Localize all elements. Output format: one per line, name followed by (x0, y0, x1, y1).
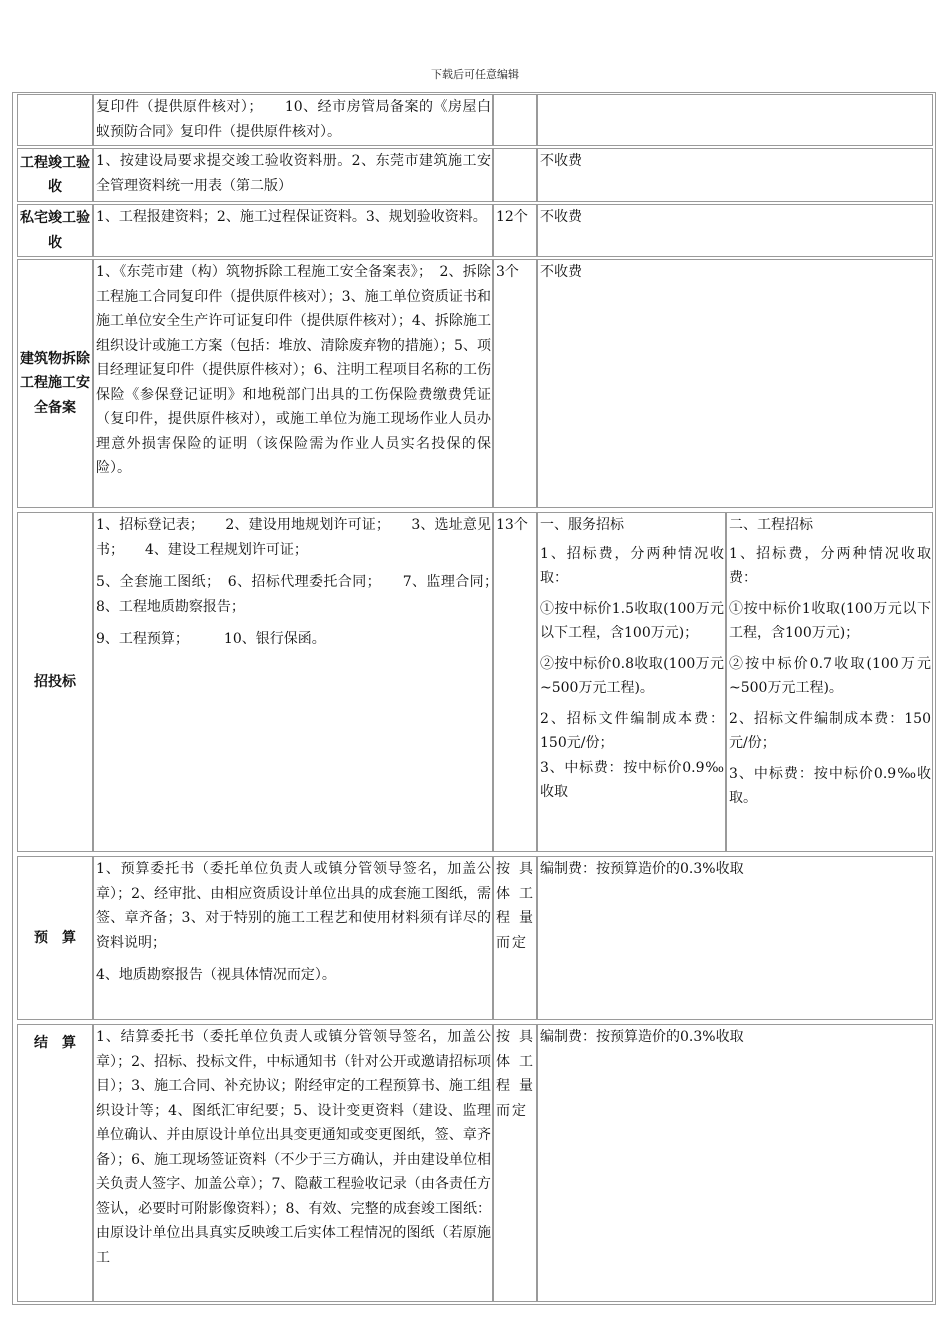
row-0-materials (93, 94, 493, 146)
fee-project-item-4: 2、招标文件编制成本费：150元/份； (729, 710, 931, 751)
row-4-fee-project (726, 512, 933, 852)
fee-project-item-3: ②按中标价0.7收取(100万元~500万元工程)。 (729, 655, 931, 696)
row-2-time-text: 12个 (496, 209, 528, 225)
fee-service-item-4: 2、招标文件编制成本费：150元/份； (540, 710, 724, 751)
row-6-materials-text: 1、结算委托书（委托单位负责人或镇分管领导签名，加盖公章）；2、招标、投标文件，中标通知书（针对公开或邀请招标项目）；3、施工合同、补充协议；附经审定的工程预算书、施工组织设计等；4、图纸汇审纪要；5、设计变更资料（建设、监理单位确认、并由原设计单位出具变更通知或变更图纸，签、章齐备）；6、施工现场签证资料（不少于三方确认，并由建设单位相关负责人签字、加盖公章）；7、隐蔽工程验收记录（由各责任方签认，必要时可附影像资料）；8、有效、完整的成套竣工图纸：由原设计单位出具真实反映竣工后实体工程情况的图纸（若原施工 (96, 1029, 491, 1266)
row-3-fee-text: 不收费 (540, 264, 582, 280)
fee-project-item-5: 3、中标费：按中标价0.9‰收取。 (729, 765, 931, 806)
row-0-name (17, 94, 93, 146)
row-2-time (493, 204, 537, 257)
row-3-fee (537, 259, 933, 508)
row-6-name-text: 结 算 (34, 1035, 76, 1051)
row-5-fee-text: 编制费：按预算造价的0.3%收取 (540, 861, 744, 877)
row-1-name (17, 148, 93, 202)
page-header: 下载后可任意编辑 (431, 68, 519, 81)
row-5-name-text: 预 算 (34, 929, 76, 946)
row-5-materials (93, 856, 493, 1020)
row-5-materials-line-2: 4、地质勘察报告（视具体情况而定）。 (96, 967, 336, 983)
row-1-time (493, 148, 537, 202)
row-6-fee (537, 1024, 933, 1302)
fee-project-item-1: 1、招标费，分两种情况收取费： (729, 545, 931, 586)
row-4-time (493, 512, 537, 852)
fee-service-item-1: 1、招标费，分两种情况收取： (540, 545, 724, 586)
row-3-time (493, 259, 537, 508)
row-2-fee-text: 不收费 (540, 209, 582, 225)
row-2-materials-text: 1、工程报建资料；2、施工过程保证资料。3、规划验收资料。 (96, 209, 487, 225)
fee-service-item-5: 3、中标费：按中标价0.9‰收取 (540, 759, 724, 800)
fee-service-title: 一、服务招标 (540, 517, 624, 533)
fee-project-item-2: ①按中标价1收取(100万元以下工程，含100万元)； (729, 600, 931, 641)
row-5-name (17, 856, 93, 1020)
row-3-name (17, 259, 93, 508)
row-4-name (17, 512, 93, 852)
row-2-name-text: 私宅竣工验收 (20, 210, 90, 251)
fee-project-title: 二、工程招标 (729, 517, 813, 533)
row-2-fee (537, 204, 933, 257)
row-2-name (17, 204, 93, 257)
row-0-time (493, 94, 537, 146)
row-3-materials (93, 259, 493, 508)
row-2-materials (93, 204, 493, 257)
row-4-name-text: 招投标 (34, 673, 76, 690)
row-6-materials (93, 1024, 493, 1302)
row-5-time-text: 按具体工程量而定 (496, 861, 535, 951)
row-0-materials-text: 复印件（提供原件核对）； 10、经市房管局备案的《房屋白蚁预防合同》复印件（提供原件核对）。 (96, 99, 491, 140)
row-6-fee-text: 编制费：按预算造价的0.3%收取 (540, 1029, 744, 1045)
row-0-fee (537, 94, 933, 146)
row-1-materials (93, 148, 493, 202)
row-6-time-text: 按具体工程量而定 (496, 1029, 535, 1119)
row-6-time (493, 1024, 537, 1302)
row-6-name (17, 1024, 93, 1302)
row-4-materials-line-1: 1、招标登记表； 2、建设用地规划许可证； 3、选址意见书； 4、建设工程规划许可证； (96, 517, 491, 558)
row-5-fee (537, 856, 933, 1020)
row-4-fee-service (537, 512, 726, 852)
row-5-time (493, 856, 537, 1020)
fee-service-item-2: ①按中标价1.5收取(100万元以下工程，含100万元)； (540, 600, 724, 641)
row-1-fee-text: 不收费 (540, 153, 582, 169)
row-4-materials-line-3: 9、工程预算； 10、银行保函。 (96, 631, 326, 647)
row-4-materials-line-2: 5、全套施工图纸； 6、招标代理委托合同； 7、监理合同； 8、工程地质勘察报告； (96, 574, 519, 615)
row-5-materials-line-1: 1、预算委托书（委托单位负责人或镇分管领导签名，加盖公章）；2、经审批、由相应资质设计单位出具的成套施工图纸，需签、章齐备；3、对于特别的施工工程艺和使用材料须有详尽的资料说明； (96, 861, 491, 951)
row-3-materials-text: 1、《东莞市建（构）筑物拆除工程施工安全备案表》； 2、拆除工程施工合同复印件（提供原件核对）；3、施工单位资质证书和施工单位安全生产许可证复印件（提供原件核对）；4、拆除施工组织设计或施工方案（包括：堆放、清除废弃物的措施）；5、项目经理证复印件（提供原件核对）；6、注明工程项目名称的工伤保险《参保登记证明》和地税部门出具的工伤保险费缴费凭证（复印件，提供原件核对），或施工单位为施工现场作业人员办理意外损害保险的证明（该保险需为作业人员实名投保的保险）。 (96, 264, 491, 476)
fee-service-item-3: ②按中标价0.8收取(100万元~500万元工程)。 (540, 655, 724, 696)
row-1-materials-text: 1、按建设局要求提交竣工验收资料册。2、东莞市建筑施工安全管理资料统一用表（第二版） (96, 153, 491, 194)
row-1-name-text: 工程竣工验收 (20, 154, 90, 195)
row-3-time-text: 3个 (496, 264, 519, 280)
row-3-name-text: 建筑物拆除工程施工安全备案 (20, 350, 90, 416)
row-1-fee (537, 148, 933, 202)
row-4-time-text: 13个 (496, 517, 528, 533)
